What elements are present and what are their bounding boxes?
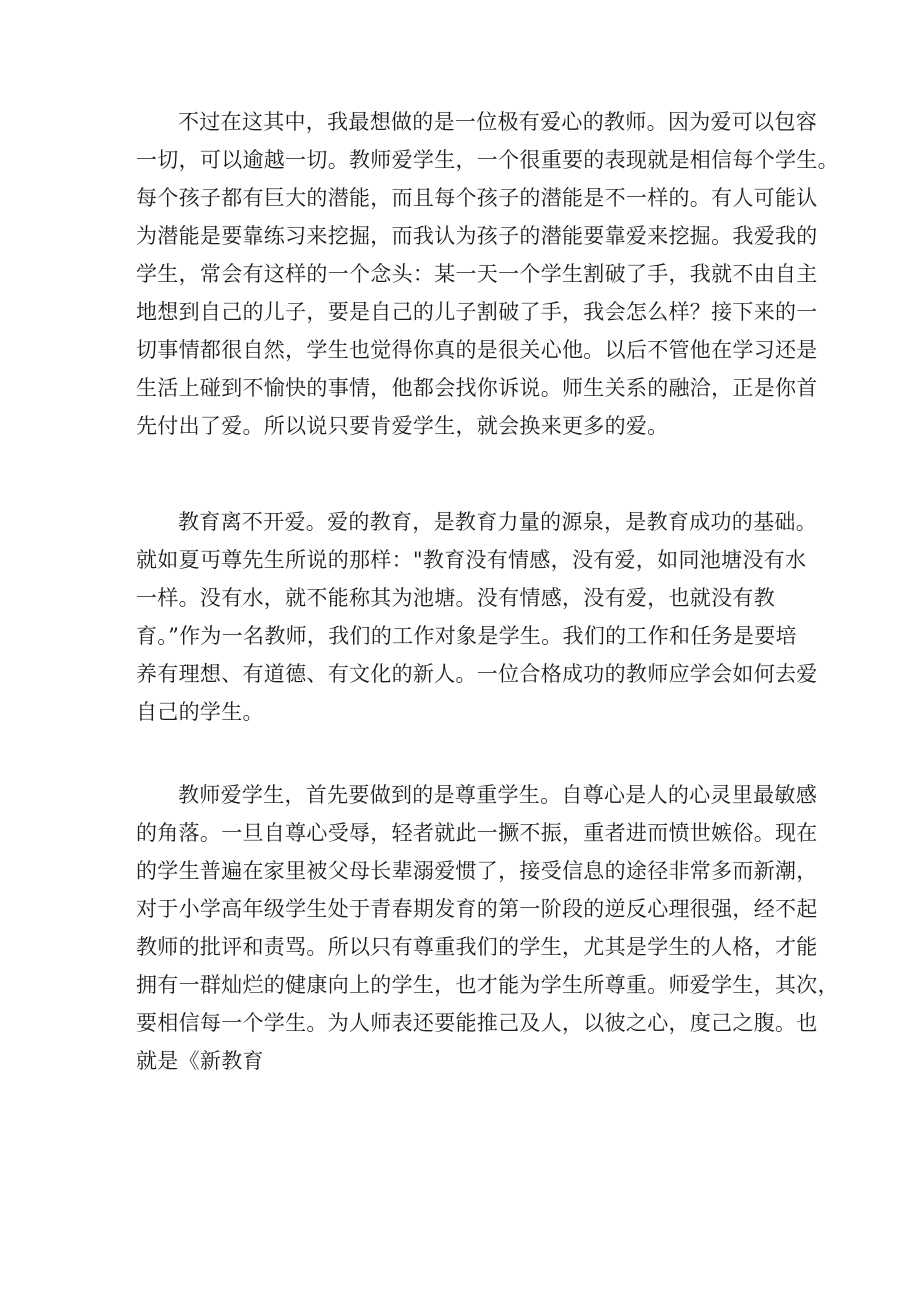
paragraph-3	[136, 776, 839, 1080]
text-line: 要相信每一个学生。为人师表还要能推己及人，以彼之心，度己之腹。也	[136, 1011, 818, 1035]
text-line: 地想到自己的儿子，要是自己的儿子割破了手，我会怎么样？接下来的一	[136, 300, 818, 324]
text-line: 一切，可以逾越一切。教师爱学生，一个很重要的表现就是相信每个学生。	[136, 148, 839, 172]
text-line: 拥有一群灿烂的健康向上的学生，也才能为学生所尊重。师爱学生，其次，	[136, 973, 839, 997]
paragraph-1	[136, 103, 839, 445]
text-line: 自己的学生。	[136, 700, 264, 724]
text-line: 不过在这其中，我最想做的是一位极有爱心的教师。因为爱可以包容	[178, 110, 817, 134]
text-line: 每个孩子都有巨大的潜能，而且每个孩子的潜能是不一样的。有人可能认	[136, 186, 818, 210]
text-line: 育。”作为一名教师，我们的工作对象是学生。我们的工作和任务是要培	[136, 624, 797, 648]
text-line: 对于小学高年级学生处于青春期发育的第一阶段的逆反心理很强，经不起	[136, 897, 818, 921]
text-line: 就是《新教育	[136, 1049, 264, 1073]
text-line: 一样。没有水，就不能称其为池塘。没有情感，没有爱，也就没有教	[136, 586, 775, 610]
text-line: 教师的批评和责骂。所以只有尊重我们的学生，尤其是学生的人格，才能	[136, 935, 818, 959]
text-line: 为潜能是要靠练习来挖掘，而我认为孩子的潜能要靠爱来挖掘。我爱我的	[136, 224, 818, 248]
text-line: 养有理想、有道德、有文化的新人。一位合格成功的教师应学会如何去爱	[136, 662, 818, 686]
text-line: 先付出了爱。所以说只要肯爱学生，就会换来更多的爱。	[136, 414, 669, 438]
text-line: 的学生普遍在家里被父母长辈溺爱惯了，接受信息的途径非常多而新潮，	[136, 859, 818, 883]
text-line: 学生，常会有这样的一个念头：某一天一个学生割破了手，我就不由自主	[136, 262, 818, 286]
text-line: 的角落。一旦自尊心受辱，轻者就此一撅不振，重者进而愤世嫉俗。现在	[136, 821, 818, 845]
text-line: 教师爱学生，首先要做到的是尊重学生。自尊心是人的心灵里最敏感	[178, 783, 817, 807]
text-line: 就如夏丏尊先生所说的那样："教育没有情感，没有爱，如同池塘没有水	[136, 548, 807, 572]
text-line: 生活上碰到不愉快的事情，他都会找你诉说。师生关系的融洽，正是你首	[136, 376, 818, 400]
text-line: 切事情都很自然，学生也觉得你真的是很关心他。以后不管他在学习还是	[136, 338, 818, 362]
text-line: 教育离不开爱。爱的教育，是教育力量的源泉，是教育成功的基础。	[178, 510, 817, 534]
paragraph-2	[136, 503, 816, 731]
